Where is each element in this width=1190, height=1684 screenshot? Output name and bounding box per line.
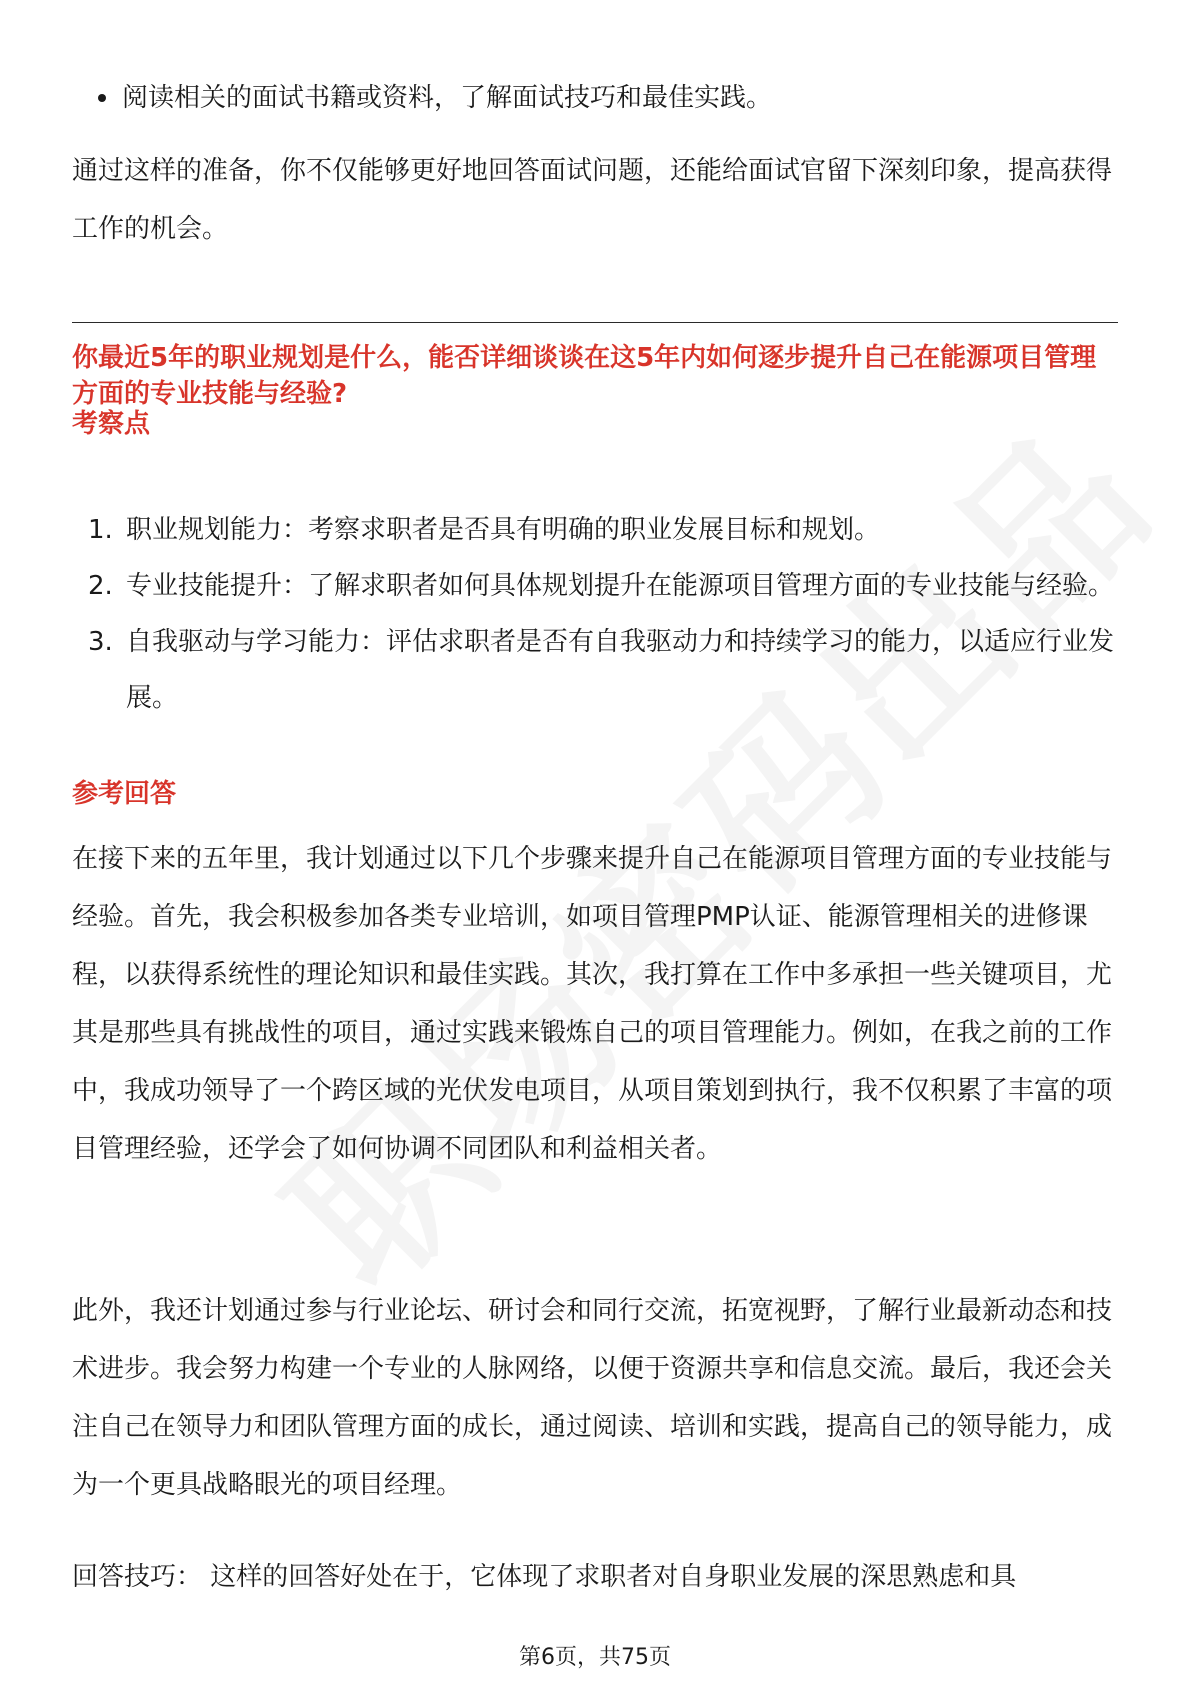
points-list [72,502,1118,726]
list-item [72,70,1112,126]
bullet-text: 阅读相关的面试书籍或资料，了解面试技巧和最佳实践。 [122,83,773,113]
list-number: 1. [88,515,113,545]
list-item [72,614,1118,726]
page-number: 第6页，共75页 [519,1645,671,1670]
bullet-icon [98,94,106,102]
question-heading: 你最近5年的职业规划是什么，能否详细谈谈在这5年内如何逐步提升自己在能源项目管理方面的专业技能与经验? [72,343,1097,409]
list-item-text: 职业规划能力：考察求职者是否具有明确的职业发展目标和规划。 [126,515,881,545]
intro-paragraph: 通过这样的准备，你不仅能够更好地回答面试问题，还能给面试官留下深刻印象，提高获得工作的机会。 [72,156,1113,244]
list-number: 2. [88,571,113,601]
section-divider [72,322,1118,323]
list-item [72,558,1118,614]
answer-paragraph: 此外，我还计划通过参与行业论坛、研讨会和同行交流，拓宽视野，了解行业最新动态和技术进步。我会努力构建一个专业的人脉网络，以便于资源共享和信息交流。最后，我还会关注自己在领导力和团队管理方面的成长，通过阅读、培训和实践，提高自己的领导能力，成为一个更具战略眼光的项目经理。 [72,1296,1113,1500]
document-page [72,0,1118,1684]
answer-paragraph: 在接下来的五年里，我计划通过以下几个步骤来提升自己在能源项目管理方面的专业技能与经验。首先，我会积极参加各类专业培训，如项目管理PMP认证、能源管理相关的进修课程，以获得系统性的理论知识和最佳实践。其次，我打算在工作中多承担一些关键项目，尤其是那些具有挑战性的项目，通过实践来锻炼自己的项目管理能力。例如，在我之前的工作中，我成功领导了一个跨区域的光伏发电项目，从项目策划到执行，我不仅积累了丰富的项目管理经验，还学会了如何协调不同团队和利益相关者。 [72,844,1113,1164]
list-item [72,502,1118,558]
list-number: 3. [88,627,113,657]
answer-heading: 参考回答 [72,779,177,809]
points-heading: 考察点 [72,409,151,439]
list-item-text: 自我驱动与学习能力：评估求职者是否有自我驱动力和持续学习的能力，以适应行业发展。 [126,627,1115,713]
list-item-text: 专业技能提升：了解求职者如何具体规划提升在能源项目管理方面的专业技能与经验。 [126,571,1115,601]
tip-line: 回答技巧： 这样的回答好处在于，它体现了求职者对自身职业发展的深思熟虑和具 [72,1562,1017,1592]
